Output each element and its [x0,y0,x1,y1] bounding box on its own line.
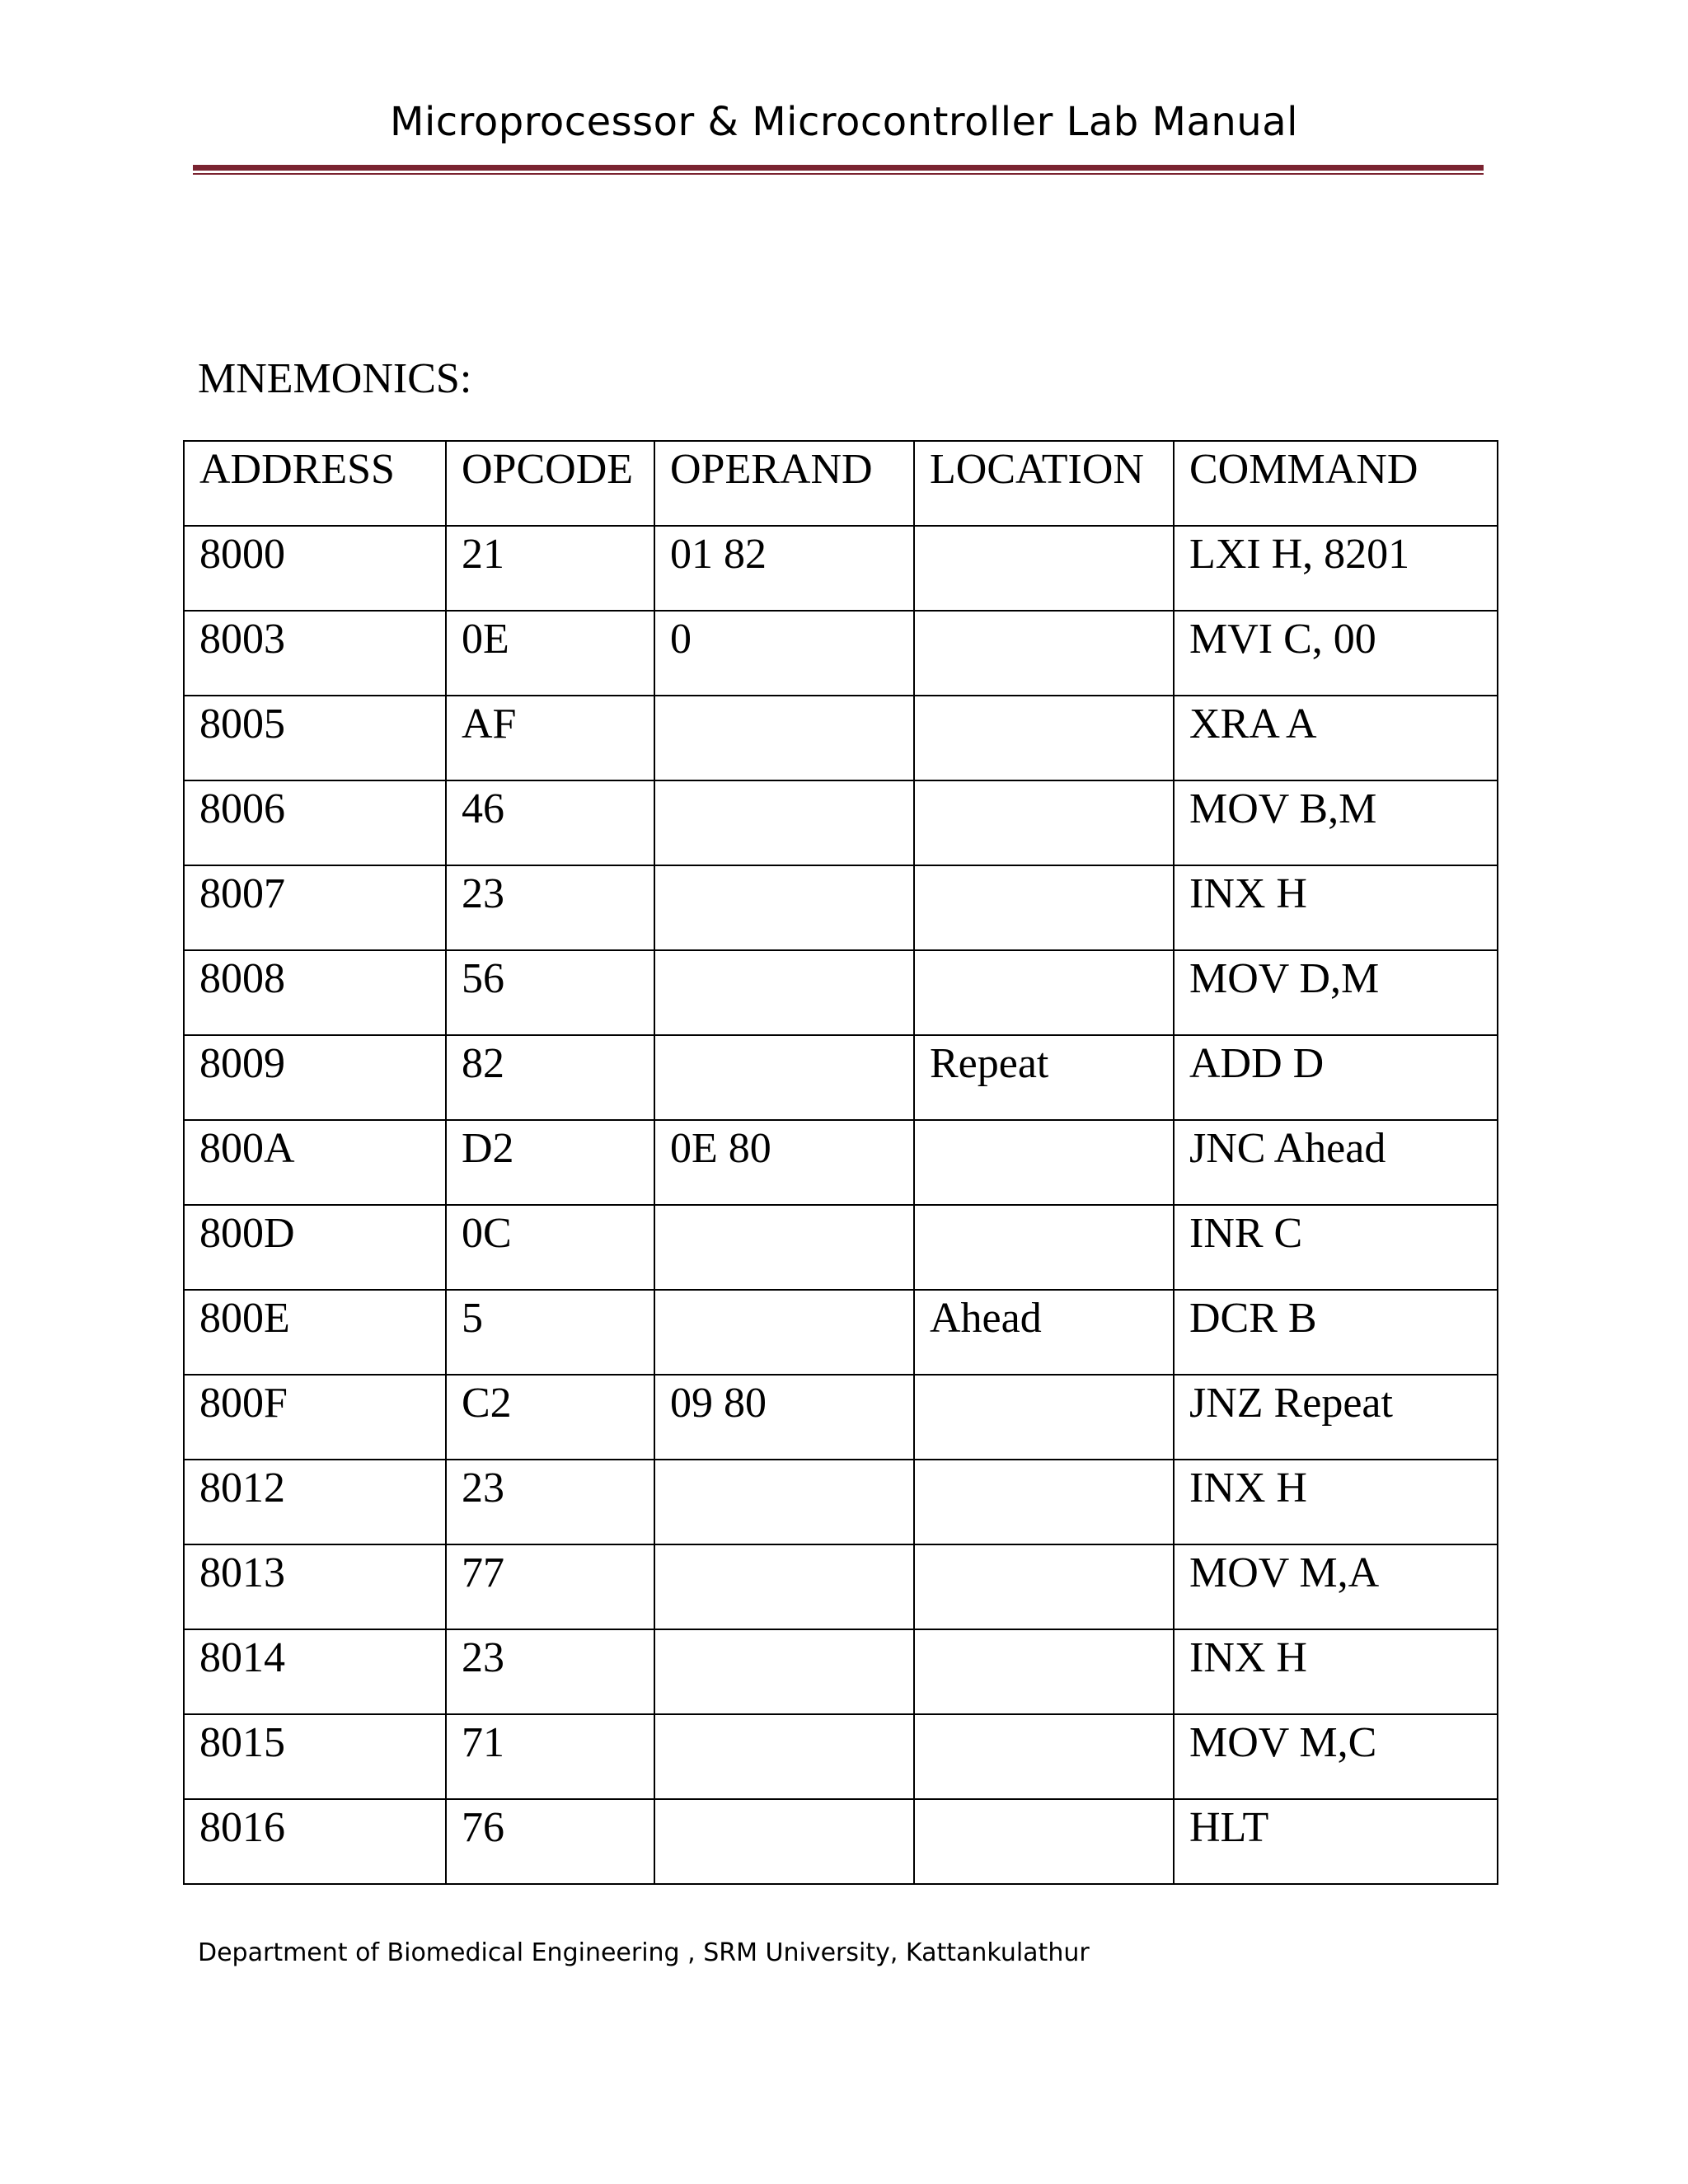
command-cell: JNC Ahead [1174,1120,1498,1205]
opcode-cell: 46 [446,780,654,865]
location-cell [914,1205,1174,1290]
operand-cell: 0 [654,611,914,696]
address-cell: 8009 [184,1035,446,1120]
opcode-cell: 23 [446,1460,654,1544]
command-cell: INX H [1174,865,1498,950]
operand-cell: 09 80 [654,1375,914,1460]
operand-cell [654,1460,914,1544]
command-cell: MOV M,C [1174,1714,1498,1799]
address-cell: 8015 [184,1714,446,1799]
operand-cell: 0E 80 [654,1120,914,1205]
command-cell: HLT [1174,1799,1498,1884]
address-cell: 8007 [184,865,446,950]
location-cell [914,780,1174,865]
address-cell: 8013 [184,1544,446,1629]
command-cell: LXI H, 8201 [1174,526,1498,611]
operand-cell [654,1205,914,1290]
page-footer: Department of Biomedical Engineering , SRM University, Kattankulathur [198,1938,1090,1967]
opcode-cell: 0E [446,611,654,696]
column-header-opcode: OPCODE [446,441,654,526]
opcode-cell: 77 [446,1544,654,1629]
operand-cell [654,696,914,780]
location-cell [914,1799,1174,1884]
opcode-cell: 0C [446,1205,654,1290]
location-cell [914,526,1174,611]
table-row [184,1799,1498,1884]
address-cell: 8000 [184,526,446,611]
command-cell: INX H [1174,1629,1498,1714]
table-row [184,526,1498,611]
table-row [184,780,1498,865]
location-cell [914,611,1174,696]
command-cell: MOV B,M [1174,780,1498,865]
operand-cell [654,950,914,1035]
command-cell: INR C [1174,1205,1498,1290]
table-row [184,1544,1498,1629]
location-cell [914,1460,1174,1544]
command-cell: ADD D [1174,1035,1498,1120]
operand-cell [654,780,914,865]
address-cell: 8012 [184,1460,446,1544]
opcode-cell: 21 [446,526,654,611]
column-header-address: ADDRESS [184,441,446,526]
table-row [184,865,1498,950]
location-cell [914,1629,1174,1714]
address-cell: 8008 [184,950,446,1035]
command-cell: MOV M,A [1174,1544,1498,1629]
table-body [184,526,1498,1884]
opcode-cell: D2 [446,1120,654,1205]
header-rule-thin [193,173,1484,175]
table-row [184,1205,1498,1290]
operand-cell [654,865,914,950]
table-row [184,950,1498,1035]
address-cell: 8005 [184,696,446,780]
table-row [184,1460,1498,1544]
location-cell [914,1544,1174,1629]
address-cell: 8016 [184,1799,446,1884]
column-header-command: COMMAND [1174,441,1498,526]
section-title: MNEMONICS: [198,355,472,402]
table-row [184,1375,1498,1460]
operand-cell [654,1799,914,1884]
location-cell [914,696,1174,780]
command-cell: XRA A [1174,696,1498,780]
address-cell: 8003 [184,611,446,696]
page-header-title: Microprocessor & Microcontroller Lab Manual [390,99,1298,145]
address-cell: 800D [184,1205,446,1290]
operand-cell [654,1714,914,1799]
address-cell: 800A [184,1120,446,1205]
mnemonics-table [183,440,1498,1885]
command-cell: JNZ Repeat [1174,1375,1498,1460]
table-header-row [184,441,1498,526]
location-cell [914,1120,1174,1205]
table-row [184,696,1498,780]
column-header-location: LOCATION [914,441,1174,526]
address-cell: 800E [184,1290,446,1375]
address-cell: 800F [184,1375,446,1460]
table-row [184,1035,1498,1120]
opcode-cell: 23 [446,865,654,950]
header-rule-thick [193,165,1484,171]
column-header-operand: OPERAND [654,441,914,526]
operand-cell [654,1629,914,1714]
table-row [184,1120,1498,1205]
opcode-cell: C2 [446,1375,654,1460]
location-cell [914,1375,1174,1460]
command-cell: MOV D,M [1174,950,1498,1035]
opcode-cell: 23 [446,1629,654,1714]
opcode-cell: 56 [446,950,654,1035]
location-cell: Ahead [914,1290,1174,1375]
opcode-cell: 71 [446,1714,654,1799]
table-row [184,1629,1498,1714]
command-cell: INX H [1174,1460,1498,1544]
address-cell: 8014 [184,1629,446,1714]
location-cell [914,950,1174,1035]
operand-cell [654,1035,914,1120]
location-cell: Repeat [914,1035,1174,1120]
location-cell [914,865,1174,950]
table-row [184,1290,1498,1375]
command-cell: DCR B [1174,1290,1498,1375]
opcode-cell: AF [446,696,654,780]
operand-cell [654,1544,914,1629]
opcode-cell: 76 [446,1799,654,1884]
location-cell [914,1714,1174,1799]
operand-cell [654,1290,914,1375]
command-cell: MVI C, 00 [1174,611,1498,696]
operand-cell: 01 82 [654,526,914,611]
table-row [184,1714,1498,1799]
opcode-cell: 5 [446,1290,654,1375]
table-row [184,611,1498,696]
address-cell: 8006 [184,780,446,865]
opcode-cell: 82 [446,1035,654,1120]
